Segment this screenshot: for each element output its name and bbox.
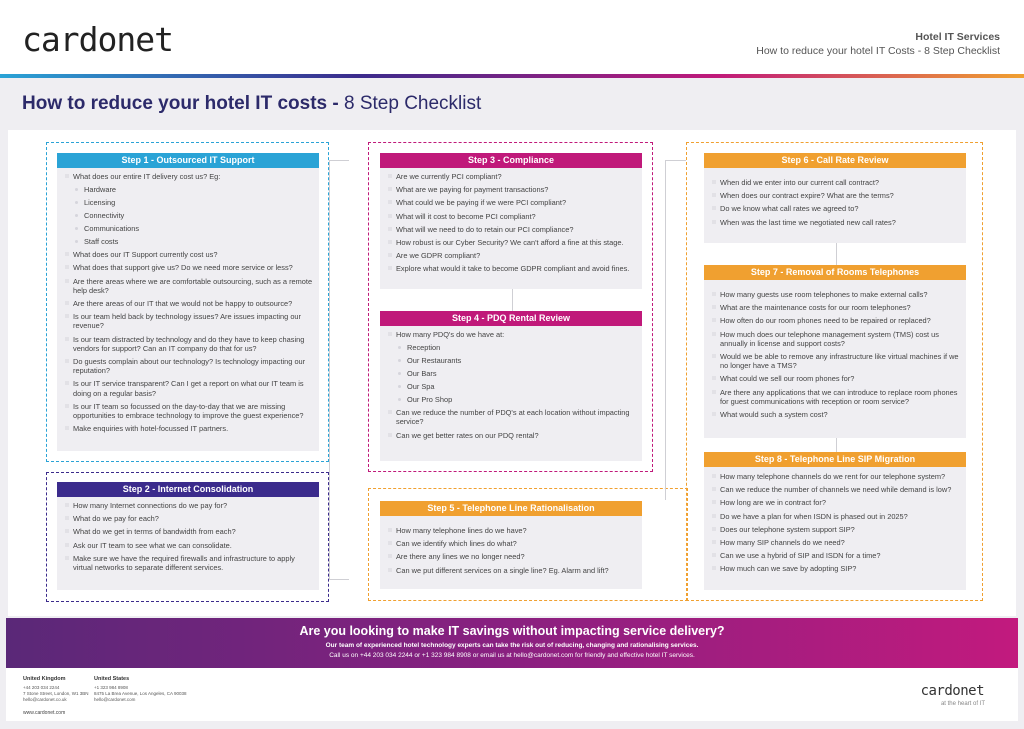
checklist-item[interactable]: Are there areas of our IT that we would not be happy to outsource? <box>65 299 313 308</box>
footer-uk-phone[interactable]: +44 203 034 2244 <box>23 685 60 690</box>
checklist-item[interactable]: What could we sell our room phones for? <box>712 374 960 383</box>
checklist-item[interactable]: Explore what would it take to become GDPR compliant and avoid fines. <box>388 264 636 273</box>
checklist-item[interactable]: Do we know what call rates we agreed to? <box>712 204 960 213</box>
checklist-item[interactable]: Can we identify which lines do what? <box>388 539 636 548</box>
header-subtitle: How to reduce your hotel IT Costs - 8 Step Checklist <box>756 45 1000 57</box>
step7-card <box>704 265 966 438</box>
step1-card <box>57 153 319 451</box>
checklist-item[interactable]: How many PDQ's do we have at: <box>388 330 636 339</box>
step4-card <box>380 311 642 461</box>
checklist-item[interactable]: Is our IT service transparent? Can I get a report on what our IT team is doing on a regular basis? <box>65 379 313 397</box>
step6-list <box>704 168 966 235</box>
footer-us-heading: United States <box>94 676 130 682</box>
page-title-rest: 8 Step Checklist <box>343 93 482 114</box>
checklist-item[interactable]: Make sure we have the required firewalls and infrastructure to apply virtual networks to separate different services. <box>65 554 313 572</box>
checklist-item[interactable]: Can we reduce the number of PDQ's at each location without impacting service? <box>388 408 636 426</box>
checklist-item[interactable]: What are we paying for payment transactions? <box>388 185 636 194</box>
checklist-item[interactable]: How robust is our Cyber Security? We can't afford a fine at this stage. <box>388 238 636 247</box>
step7-title: Step 7 - Removal of Rooms Telephones <box>704 265 966 280</box>
checklist-item[interactable]: Do guests complain about our technology? Is technology impacting our reputation? <box>65 357 313 375</box>
checklist-item[interactable]: How many guests use room telephones to make external calls? <box>712 290 960 299</box>
checklist-item[interactable]: Is our team distracted by technology and do they have to keep chasing vendors for support? Can an IT company do that for us? <box>65 335 313 353</box>
checklist-item[interactable]: Are there any applications that we can introduce to replace room phones for guest communications with reception or room service? <box>712 388 960 406</box>
footer-logo: cardonet <box>920 683 984 699</box>
checklist-item[interactable]: When was the last time we negotiated new call rates? <box>712 218 960 227</box>
step3-title: Step 3 - Compliance <box>380 153 642 168</box>
cta-banner <box>6 618 1018 668</box>
checklist-item[interactable]: How long are we in contract for? <box>712 498 960 507</box>
connector-line <box>665 160 686 500</box>
checklist-subitem: Our Spa <box>388 382 636 391</box>
banner-contact-line[interactable]: Call us on +44 203 034 2244 or +1 323 984 8908 or email us at hello@cardonet.com for friendly and effective hotel IT services. <box>329 652 695 659</box>
checklist-item[interactable]: What do we get in terms of bandwidth from each? <box>65 527 313 536</box>
checklist-item[interactable]: How many telephone channels do we rent for our telephone system? <box>712 472 960 481</box>
footer-us-phone[interactable]: +1 323 984 8908 <box>94 685 128 690</box>
checklist-subitem: Our Bars <box>388 369 636 378</box>
checklist-subitem: Staff costs <box>65 237 313 246</box>
checklist-subitem: Licensing <box>65 198 313 207</box>
footer-uk-heading: United Kingdom <box>23 676 66 682</box>
checklist-item[interactable]: Do we have a plan for when ISDN is phased out in 2025? <box>712 512 960 521</box>
checklist-item[interactable]: Are there any lines we no longer need? <box>388 552 636 561</box>
header-title: Hotel IT Services <box>915 31 1000 43</box>
footer-us-contact <box>94 676 187 703</box>
step6-card <box>704 153 966 243</box>
page-title-bold: How to reduce your hotel IT costs - <box>22 93 339 114</box>
step8-card <box>704 452 966 590</box>
banner-title: Are you looking to make IT savings without impacting service delivery? <box>299 624 725 638</box>
checklist-item[interactable]: What does our entire IT delivery cost us? Eg: <box>65 172 313 181</box>
footer-uk-email[interactable]: hello@cardonet.co.uk <box>23 697 67 702</box>
step2-title: Step 2 - Internet Consolidation <box>57 482 319 497</box>
step8-list <box>704 467 966 582</box>
step4-title: Step 4 - PDQ Rental Review <box>380 311 642 326</box>
checklist-item[interactable]: Is our team held back by technology issues? Are issues impacting our revenue? <box>65 312 313 330</box>
checklist-item[interactable]: Are we GDPR compliant? <box>388 251 636 260</box>
checklist-item[interactable]: Can we put different services on a single line? Eg. Alarm and lift? <box>388 566 636 575</box>
checklist-item[interactable]: Is our IT team so focussed on the day-to-day that we are missing opportunities to embrace technology to improve the guest experience? <box>65 402 313 420</box>
checklist-item[interactable]: How often do our room phones need to be repaired or replaced? <box>712 316 960 325</box>
header-info <box>756 31 1000 57</box>
checklist-item[interactable]: What are the maintenance costs for our room telephones? <box>712 303 960 312</box>
gradient-divider <box>0 74 1024 78</box>
step3-card <box>380 153 642 289</box>
checklist-item[interactable]: How many telephone lines do we have? <box>388 526 636 535</box>
checklist-item[interactable]: When does our contract expire? What are the terms? <box>712 191 960 200</box>
checklist-item[interactable]: Can we reduce the number of channels we need while demand is low? <box>712 485 960 494</box>
step2-card <box>57 482 319 590</box>
connector-line <box>329 160 349 580</box>
checklist-item[interactable]: Make enquiries with hotel-focussed IT partners. <box>65 424 313 433</box>
cardonet-logo[interactable]: cardonet <box>22 20 173 59</box>
step5-card <box>380 501 642 589</box>
checklist-item[interactable]: How much does our telephone management system (TMS) cost us annually in license and support costs? <box>712 330 960 348</box>
step1-title: Step 1 - Outsourced IT Support <box>57 153 319 168</box>
checklist-item[interactable]: Ask our IT team to see what we can consolidate. <box>65 541 313 550</box>
step7-list <box>704 280 966 427</box>
footer-website-link[interactable]: www.cardonet.com <box>23 710 66 716</box>
page-footer <box>6 668 1018 721</box>
checklist-item[interactable]: Can we use a hybrid of SIP and ISDN for a time? <box>712 551 960 560</box>
footer-uk-contact <box>23 676 89 703</box>
page-title <box>22 93 481 115</box>
checklist-item[interactable]: What does our IT Support currently cost us? <box>65 250 313 259</box>
step1-list <box>57 168 319 441</box>
footer-tagline: at the heart of IT <box>940 701 985 707</box>
banner-line1: Our team of experienced hotel technology experts can take the risk out of reducing, changing and rationalising services. <box>325 642 699 649</box>
checklist-item[interactable]: How much can we save by adopting SIP? <box>712 564 960 573</box>
footer-uk-address: 7 Stone Street, London, W1 3BN <box>23 691 89 696</box>
checklist-item[interactable]: What do we pay for each? <box>65 514 313 523</box>
checklist-item[interactable]: What will it cost to become PCI compliant? <box>388 212 636 221</box>
connector-line <box>836 243 837 265</box>
connector-line <box>836 438 837 452</box>
checklist-item[interactable]: How many Internet connections do we pay for? <box>65 501 313 510</box>
step5-title: Step 5 - Telephone Line Rationalisation <box>380 501 642 516</box>
checklist-subitem: Communications <box>65 224 313 233</box>
checklist-subitem: Connectivity <box>65 211 313 220</box>
checklist-item[interactable]: Does our telephone system support SIP? <box>712 525 960 534</box>
checklist-item[interactable]: When did we enter into our current call contract? <box>712 178 960 187</box>
footer-us-email[interactable]: hello@cardonet.com <box>94 697 136 702</box>
step4-list <box>380 326 642 448</box>
step2-list <box>57 497 319 580</box>
footer-us-address: 8475 La Brea Avenue, Los Angeles, CA 90038 <box>94 691 187 696</box>
checklist-item[interactable]: Are we currently PCI compliant? <box>388 172 636 181</box>
checklist-subitem: Our Pro Shop <box>388 395 636 404</box>
checklist-item[interactable]: Can we get better rates on our PDQ rental? <box>388 431 636 440</box>
checklist-subitem: Our Restaurants <box>388 356 636 365</box>
checklist-subitem: Reception <box>388 343 636 352</box>
step8-title: Step 8 - Telephone Line SIP Migration <box>704 452 966 467</box>
page-header <box>0 0 1024 76</box>
checklist-item[interactable]: What could we be paying if we were PCI compliant? <box>388 198 636 207</box>
checklist-item[interactable]: How many SIP channels do we need? <box>712 538 960 547</box>
checklist-item[interactable]: Would we be able to remove any infrastructure like virtual machines if we no longer have a TMS? <box>712 352 960 370</box>
step3-list <box>380 168 642 282</box>
connector-line <box>512 289 513 311</box>
checklist-item[interactable]: What will we need to do to retain our PCI compliance? <box>388 225 636 234</box>
step5-list <box>380 516 642 583</box>
checklist-item[interactable]: What does that support give us? Do we need more service or less? <box>65 263 313 272</box>
checklist-item[interactable]: Are there areas where we are comfortable outsourcing, such as a remote help desk? <box>65 277 313 295</box>
checklist-item[interactable]: What would such a system cost? <box>712 410 960 419</box>
checklist-subitem: Hardware <box>65 185 313 194</box>
step6-title: Step 6 - Call Rate Review <box>704 153 966 168</box>
